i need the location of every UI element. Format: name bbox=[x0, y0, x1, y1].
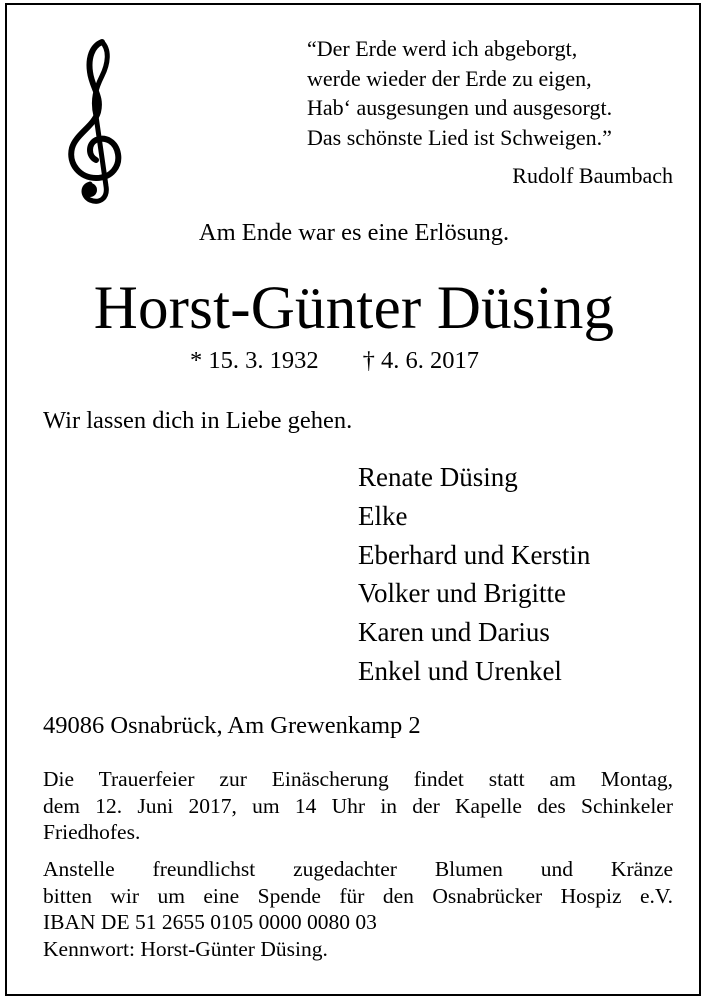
birth-date: * 15. 3. 1932 bbox=[190, 347, 319, 374]
service-line: Die Trauerfeier zur Einäscherung findet statt am Montag, bbox=[43, 767, 673, 791]
mourner-name: Karen und Darius bbox=[358, 617, 550, 648]
deceased-name: Horst-Günter Düsing bbox=[93, 275, 615, 342]
quote-line: “Der Erde werd ich abgeborgt, bbox=[307, 36, 578, 61]
mourner-name: Elke bbox=[358, 500, 408, 531]
mourners-list bbox=[358, 458, 590, 691]
treble-clef-icon bbox=[62, 36, 132, 206]
life-dates bbox=[190, 345, 479, 377]
service-line: Friedhofes. bbox=[43, 820, 141, 844]
mourner-name: Volker und Brigitte bbox=[358, 578, 566, 609]
family-address: 49086 Osnabrück, Am Grewenkamp 2 bbox=[43, 712, 421, 739]
mourner-name: Renate Düsing bbox=[358, 462, 518, 492]
farewell-line: Wir lassen dich in Liebe gehen. bbox=[43, 407, 353, 434]
donation-paragraph bbox=[43, 856, 673, 962]
mourner-name: Eberhard und Kerstin bbox=[358, 539, 591, 570]
poem-quote bbox=[307, 34, 612, 152]
quote-line: Das schönste Lied ist Schweigen.” bbox=[307, 124, 612, 150]
service-line: dem 12. Juni 2017, um 14 Uhr in der Kapelle des Schinkeler bbox=[43, 793, 673, 818]
service-paragraph bbox=[43, 766, 673, 846]
quote-line: werde wieder der Erde zu eigen, bbox=[307, 65, 592, 91]
donation-line: Anstelle freundlichst zugedachter Blumen und Kränze bbox=[43, 857, 673, 881]
death-date: † 4. 6. 2017 bbox=[362, 347, 479, 374]
quote-line: Hab‘ ausgesungen und ausgesorgt. bbox=[307, 95, 613, 120]
mourner-name: Enkel und Urenkel bbox=[358, 655, 562, 686]
quote-author: Rudolf Baumbach bbox=[512, 163, 673, 188]
donation-line: bitten wir um eine Spende für den Osnabrücker Hospiz e.V. bbox=[43, 883, 673, 908]
intro-line: Am Ende war es eine Erlösung. bbox=[198, 219, 510, 246]
donation-iban: IBAN DE 51 2655 0105 0000 0080 03 bbox=[43, 910, 377, 934]
donation-keyword: Kennwort: Horst-Günter Düsing. bbox=[43, 936, 328, 961]
